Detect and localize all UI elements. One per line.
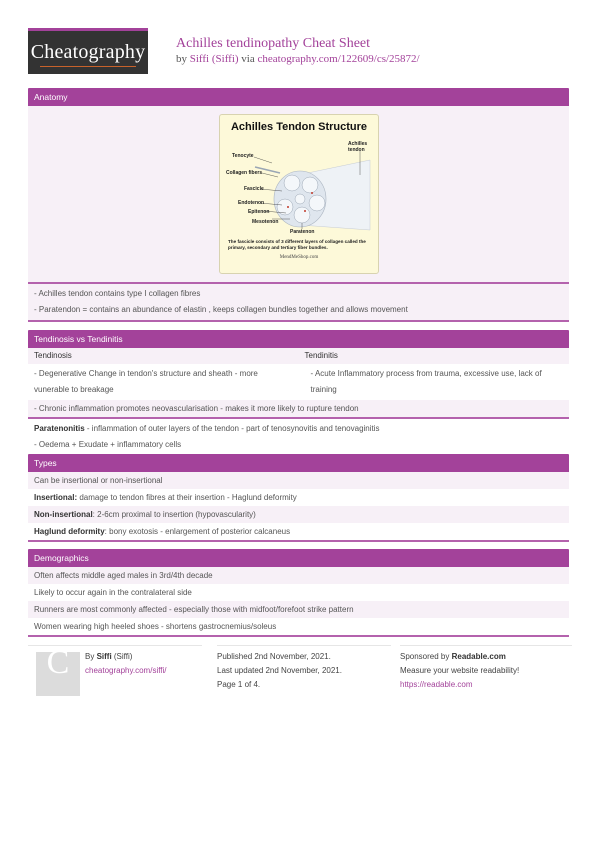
section-anatomy	[28, 88, 569, 322]
label-tenocyte: Tenocyte	[232, 153, 254, 159]
author-avatar[interactable]	[36, 644, 80, 696]
footer-author	[28, 645, 202, 700]
tendon-cross-section-illustration	[220, 115, 380, 275]
sponsor-link[interactable]: https://readable.com	[400, 680, 473, 689]
oedema-row: - Oedema + Exudate + inflammatory cells	[34, 440, 182, 449]
chronic-row: - Chronic inflammation promotes neovascularisation - makes it more likely to rupture tendon	[28, 400, 569, 419]
demographics-row: Likely to occur again in the contralateral side	[28, 584, 569, 601]
label-fascicle: Fascicle	[244, 186, 264, 192]
author-line	[85, 650, 167, 664]
types-row: Can be insertional or non-insertional	[28, 472, 569, 489]
by-label: By	[85, 652, 97, 661]
label-collagen-fibers: Collagen fibers	[226, 170, 263, 176]
term-non-insertional: Non-insertional	[34, 510, 93, 519]
diagram-caption: The fascicle consists of 3 different layers of collagen called the primary, secondary and tertiary fiber bundles.	[228, 239, 366, 250]
divider	[28, 320, 569, 322]
table-row	[28, 364, 569, 400]
tendinitis-cell: - Acute Inflammatory process from trauma, excessive use, lack of training	[310, 369, 542, 394]
achilles-tendon-diagram	[219, 114, 379, 274]
label-epitenon: Epitenon	[248, 209, 270, 215]
term-haglund: Haglund deformity	[34, 527, 105, 536]
sponsor-prefix: Sponsored by	[400, 652, 452, 661]
sponsor-tagline: Measure your website readability!	[400, 666, 520, 675]
types-row	[28, 506, 569, 523]
paratenonitis-desc: - inflammation of outer layers of the tendon - part of tenosynovitis and tenovaginitis	[84, 424, 380, 433]
section-heading: Tendinosis vs Tendinitis	[28, 330, 569, 348]
paratenonitis-block	[28, 419, 569, 457]
page-title[interactable]: Achilles tendinopathy Cheat Sheet	[176, 36, 371, 51]
label-achilles-tendon: Achilles tendon	[348, 141, 368, 153]
section-heading: Anatomy	[28, 88, 569, 106]
paratenonitis-term: Paratenonitis	[34, 424, 85, 433]
anatomy-row: - Achilles tendon contains type I collagen fibres	[34, 289, 201, 298]
sheet-url-link[interactable]: cheatography.com/122609/cs/25872/	[257, 53, 420, 65]
column-header-tendinitis: Tendinitis	[304, 351, 338, 360]
haglund-desc: : bony exotosis - enlargement of posterior calcaneus	[104, 527, 291, 536]
title-block	[176, 36, 420, 67]
avatar-letter: C	[46, 644, 70, 681]
published-date: Published 2nd November, 2021.	[217, 652, 331, 661]
diagram-title: Achilles Tendon Structure	[230, 121, 368, 133]
paratenonitis-row	[28, 421, 569, 437]
non-insertional-desc: : 2-6cm proximal to insertion (hypovascularity)	[92, 510, 256, 519]
label-mesotenon: Mesotenon	[252, 219, 279, 225]
anatomy-image-row	[28, 106, 569, 284]
term-insertional: Insertional:	[34, 493, 78, 502]
diagram-brand: MendMeShop.com	[279, 255, 319, 260]
page-number: Page 1 of 4.	[217, 680, 261, 689]
byline	[176, 52, 420, 67]
by-prefix: by	[176, 53, 190, 65]
anatomy-notes	[28, 284, 569, 320]
sponsor-name: Readable.com	[451, 652, 506, 661]
types-row	[28, 489, 569, 506]
last-updated-date: Last updated 2nd November, 2021.	[217, 666, 342, 675]
column-header-tendinosis: Tendinosis	[34, 351, 72, 360]
demographics-row: Women wearing high heeled shoes - shortens gastrocnemius/soleus	[28, 618, 569, 637]
via-text: via	[238, 53, 258, 65]
cheatography-logo[interactable]	[28, 28, 148, 74]
table-header-row	[28, 348, 569, 364]
section-heading: Types	[28, 454, 569, 472]
demographics-row: Runners are most commonly affected - especially those with midfoot/forefoot strike pattern	[28, 601, 569, 618]
author-profile-link[interactable]: cheatography.com/siffi/	[85, 666, 167, 675]
tendinosis-cell: - Degenerative Change in tendon's structure and sheath - more vunerable to breakage	[34, 369, 258, 394]
author-info	[85, 650, 167, 678]
logo-underline	[40, 66, 136, 67]
insertional-desc: damage to tendon fibres at their insertion - Haglund deformity	[77, 493, 297, 502]
footer-dates	[217, 645, 391, 692]
section-demographics	[28, 549, 569, 637]
author-handle: (Siffi)	[111, 652, 133, 661]
demographics-row: Often affects middle aged males in 3rd/4th decade	[28, 567, 569, 584]
section-types	[28, 454, 569, 542]
types-row	[28, 523, 569, 542]
section-tendinosis-vs-tendinitis	[28, 330, 569, 457]
label-paratenon: Paratenon	[290, 229, 315, 235]
author-link[interactable]: Siffi (Siffi)	[189, 53, 239, 65]
footer-sponsor	[400, 645, 572, 692]
page-footer	[28, 645, 572, 705]
section-heading: Demographics	[28, 549, 569, 567]
logo-text: Cheatography	[30, 41, 146, 63]
author-name: Siffi	[96, 652, 112, 661]
anatomy-row: - Paratendon = contains an abundance of elastin , keeps collagen bundles together and allows movement	[34, 305, 408, 314]
page-header	[28, 28, 572, 74]
label-endotenon: Endotenon	[238, 200, 265, 206]
sponsor-line	[400, 650, 572, 664]
